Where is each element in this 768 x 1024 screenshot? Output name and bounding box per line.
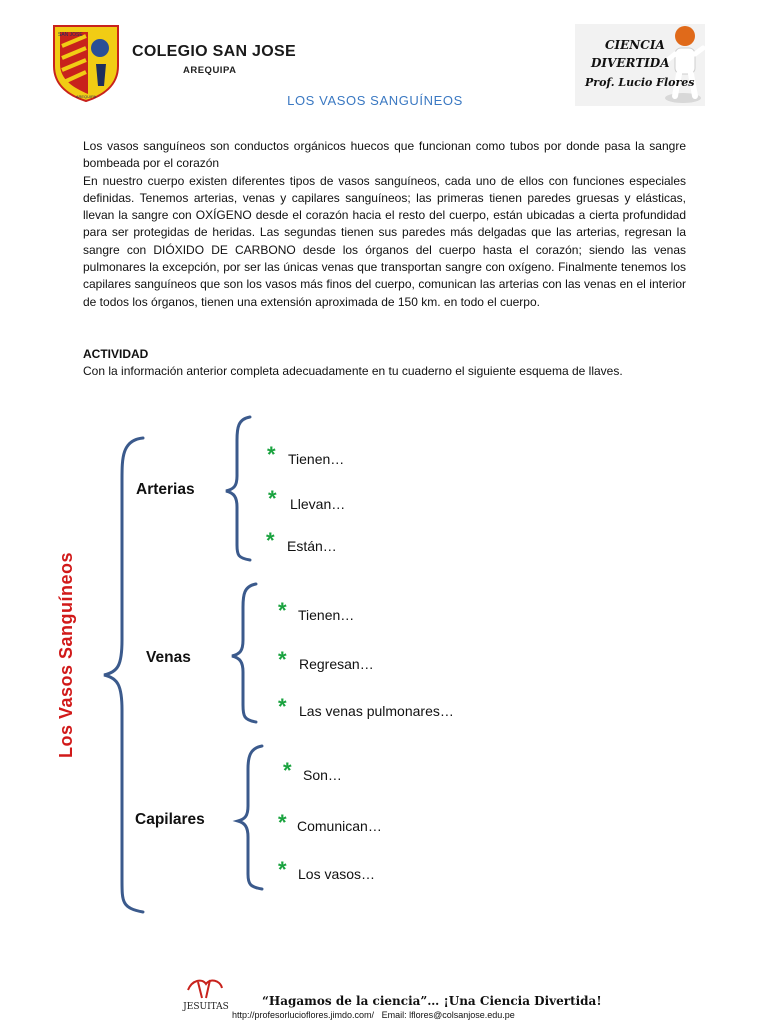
bullet-star: *: [266, 528, 275, 553]
group-label-venas: Venas: [146, 649, 191, 666]
footer-email[interactable]: Email: lflores@colsanjose.edu.pe: [381, 1010, 515, 1020]
group-label-arterias: Arterias: [136, 481, 195, 498]
bullet-star: *: [283, 758, 292, 783]
bullet-star: *: [267, 442, 276, 467]
paragraph-1: Los vasos sanguíneos son conductos orgánicos huecos que funcionan como tubos por donde pasa la sangre bombeada por el corazón: [83, 139, 686, 171]
activity-instruction: Con la información anterior completa adecuadamente en tu cuaderno el siguiente esquema de llaves.: [83, 364, 623, 378]
vertical-title: Los Vasos Sanguíneos: [56, 551, 76, 758]
bullet-star: *: [278, 857, 287, 882]
jesuitas-text: JESUITAS: [183, 1002, 229, 1012]
capilares-item-3: Los vasos…: [298, 866, 376, 882]
bullet-star: *: [278, 810, 287, 835]
crest-text-bottom: AREQUIPA: [75, 94, 97, 99]
footer-contact: [232, 1010, 515, 1020]
school-city: AREQUIPA: [183, 65, 237, 76]
jesuitas-logo: [176, 976, 236, 1016]
venas-item-3: Las venas pulmonares…: [299, 703, 454, 719]
page-title: LOS VASOS SANGUÍNEOS: [287, 93, 463, 108]
bullet-star: *: [278, 694, 287, 719]
paragraph-2: En nuestro cuerpo existen diferentes tipos de vasos sanguíneos, cada uno de ellos con funciones especiales definidas. Tenemos arterias, venas y capilares sanguíneos; las primeras tienen paredes gruesas y elásticas, llevan la sangre con OXÍGENO desde el corazón hacia el resto del cuerpo, están ubicadas a cierta profundidad para ser protegidas de heridas. Las segundas tienen sus paredes más delgadas que las arterias, regresan la sangre con DIÓXIDO DE CARBONO desde los órganos del cuerpo hasta el corazón; siendo las venas pulmonares la excepción, por ser las únicas venas que transportan sangre con oxígeno. Finalmente tenemos los capilares sanguíneos que son los vasos más finos del cuerpo, comunican las arterias con las venas en el interior de todos los órganos, tienen una extensión aproximada de 150 km. en todo el cuerpo.: [83, 173, 686, 309]
venas-brace: [232, 584, 256, 722]
bullet-star: *: [278, 598, 287, 623]
bullet-star: *: [278, 647, 287, 672]
venas-item-1: Tienen…: [298, 607, 355, 623]
capilares-item-2: Comunican…: [297, 818, 382, 834]
arterias-item-3: Están…: [287, 538, 337, 554]
footer-url[interactable]: http://profesorlucioflores.jimdo.com/: [232, 1010, 375, 1020]
arterias-brace: [226, 417, 250, 560]
main-brace: [104, 438, 143, 912]
bullet-star: *: [268, 486, 277, 511]
school-name: COLEGIO SAN JOSE: [132, 43, 296, 60]
capilares-item-1: Son…: [303, 767, 342, 783]
capilares-brace: [238, 746, 262, 889]
group-label-capilares: Capilares: [135, 811, 205, 828]
footer-slogan: “Hagamos de la ciencia”… ¡Una Ciencia Divertida!: [262, 994, 602, 1008]
logo-line-2: DIVERTIDA: [591, 56, 670, 70]
activity-heading: ACTIVIDAD: [83, 347, 149, 361]
venas-item-2: Regresan…: [299, 656, 374, 672]
arterias-item-1: Tienen…: [288, 451, 345, 467]
vertical-title-wrap: [56, 551, 80, 758]
logo-line-1: CIENCIA: [605, 38, 665, 52]
crest-text-top: SAN JOSE: [58, 32, 83, 38]
arterias-item-2: Llevan…: [290, 496, 346, 512]
logo-line-3: Prof. Lucio Flores: [585, 76, 695, 89]
